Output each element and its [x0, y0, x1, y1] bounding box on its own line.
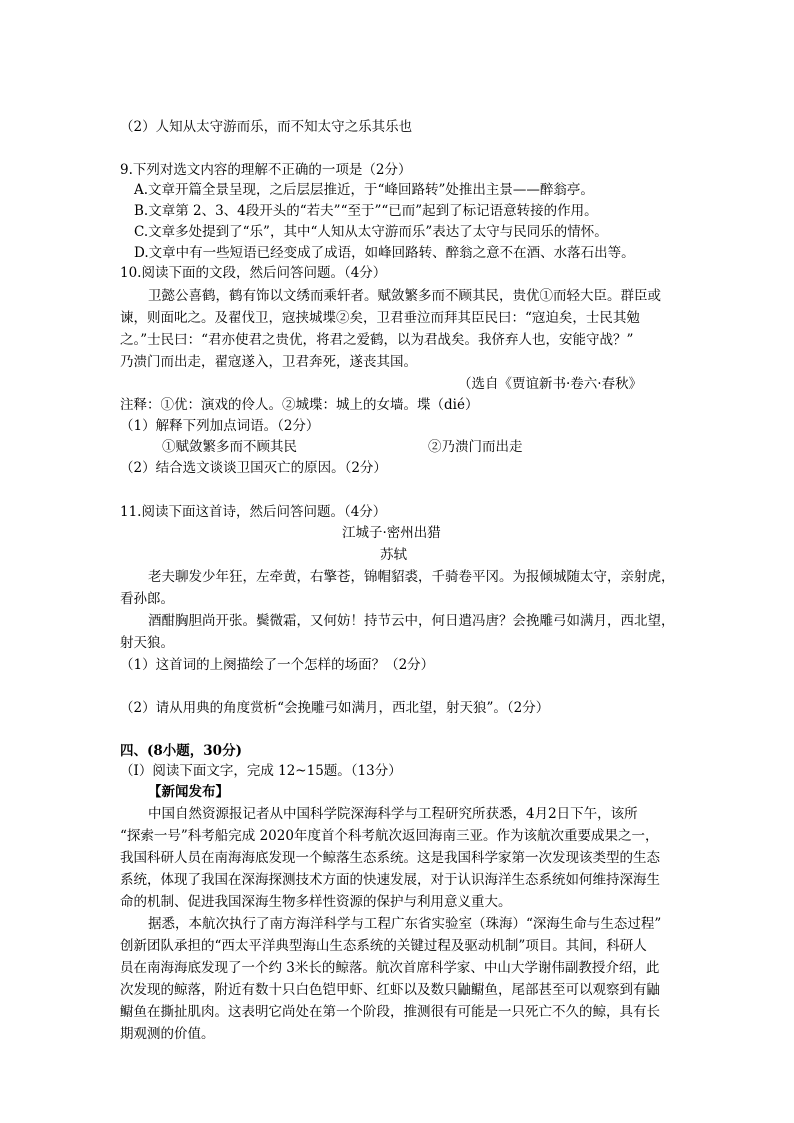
news-line: 创新团队承担的“西太平洋典型海山生态系统的关键过程及驱动机制”项目。其间，科研人 [120, 938, 647, 954]
news-heading: 【新闻发布】 [148, 784, 229, 800]
poem-line: 老夫聊发少年狂，左牵黄，右擎苍，锦帽貂裘，千骑卷平冈。为报倾城随太守，亲射虎， [148, 569, 675, 585]
option-b: B.文章第 2、3、4段开头的“若夫”“至于”“已而”起到了标记语意转接的作用。 [134, 203, 598, 219]
word-item-1: ①赋敛繁多而不顾其民 [162, 439, 297, 455]
passage-line: 卫懿公喜鹤，鹤有饰以文绣而乘轩者。赋敛繁多而不顾其民，贵优①而轻大臣。群臣或 [148, 288, 661, 304]
reading-instruction: （Ⅰ）阅读下面文字，完成 12~15题。（13分） [120, 763, 402, 779]
source-note: （选自《贾谊新书·卷六·春秋》 [458, 376, 643, 392]
news-line: 据悉，本航次执行了南方海洋科学与工程广东省实验室（珠海）“深海生命与生态过程” [148, 916, 662, 932]
news-line: 员在南海海底发现了一个约 3米长的鲸落。航次首席科学家、中山大学谢伟副教授介绍，此 [120, 960, 660, 976]
question-9: 9.下列对选文内容的理解不正确的一项是（2分） [120, 162, 412, 178]
poem-line: 酒酣胸胆尚开张。鬓微霜，又何妨！持节云中，何日遣冯唐？会挽雕弓如满月，西北望， [148, 613, 675, 629]
news-line: “探索一号”科考船完成 2020年度首个科考航次返回海南三亚。作为该航次重要成果之一， [120, 828, 659, 844]
poem-question-1: （1）这首词的上阕描绘了一个怎样的场面？（2分） [120, 657, 435, 673]
passage-line: 乃溃门而出走，翟寇遂入，卫君奔死，遂丧其国。 [120, 354, 417, 370]
annotation: 注释：①优：演戏的伶人。②城堞：城上的女墙。堞（dié） [120, 397, 479, 413]
word-item-2: ②乃溃门而出走 [428, 439, 523, 455]
option-c: C.文章多处提到了“乐”，其中“人知从太守游而乐”表达了太守与民同乐的情怀。 [134, 224, 608, 240]
question-11: 11.阅读下面这首诗，然后问答问题。（4分） [120, 504, 387, 520]
sub-question-1: （1）解释下列加点词语。（2分） [120, 418, 320, 434]
poem-question-2: （2）请从用典的角度赏析“会挽雕弓如满月，西北望，射天狼”。（2分） [120, 700, 550, 716]
poem-author: 苏轼 [380, 547, 407, 563]
question-10: 10.阅读下面的文段，然后问答问题。（4分） [120, 265, 387, 281]
news-line: 中国自然资源报记者从中国科学院深海科学与工程研究所获悉，4月2日下午，该所 [148, 806, 638, 822]
poem-line: 射天狼。 [120, 635, 174, 651]
option-a: A.文章开篇全景呈现，之后层层推近，于“峰回路转”处推出主景——醉翁亭。 [134, 182, 594, 198]
news-line: 鳚鱼在撕扯肌肉。这表明它尚处在第一个阶段，推测很有可能是一只死亡不久的鲸，具有长 [120, 1004, 660, 1020]
option-d: D.文章中有一些短语已经变成了成语，如峰回路转、醉翁之意不在酒、水落石出等。 [134, 245, 635, 261]
passage-line: 谏，则面叱之。及翟伐卫，寇挟城堞②矣，卫君垂泣而拜其臣民曰：“寇迫矣，士民其勉 [120, 310, 640, 326]
news-line: 期观测的价值。 [120, 1026, 215, 1042]
poem-line: 看孙郎。 [120, 591, 174, 607]
news-line: 命的机制、促进我国深海生物多样性资源的保护与利用意义重大。 [120, 894, 512, 910]
poem-title: 江城子·密州出猎 [342, 525, 441, 541]
news-line: 次发现的鲸落，附近有数十只白色铠甲虾、红虾以及数只鼬鳚鱼，尾部甚至可以观察到有鼬 [120, 982, 660, 998]
passage-line: 之。”士民曰：“君亦使君之贵优，将君之爱鹤，以为君战矣。我侪弃人也，安能守战？” [120, 332, 634, 348]
answer-item-2: （2）人知从太守游而乐，而不知太守之乐其乐也 [120, 119, 413, 135]
sub-question-2: （2）结合选文谈谈卫国灭亡的原因。（2分） [120, 460, 387, 476]
news-line: 我国科研人员在南海海底发现一个鲸落生态系统。这是我国科学家第一次发现该类型的生态 [120, 850, 660, 866]
news-line: 系统，体现了我国在深海探测技术方面的快速发展，对于认识海洋生态系统如何维持深海生 [120, 872, 660, 888]
section-heading: 四、(8小题，30分) [120, 743, 242, 759]
